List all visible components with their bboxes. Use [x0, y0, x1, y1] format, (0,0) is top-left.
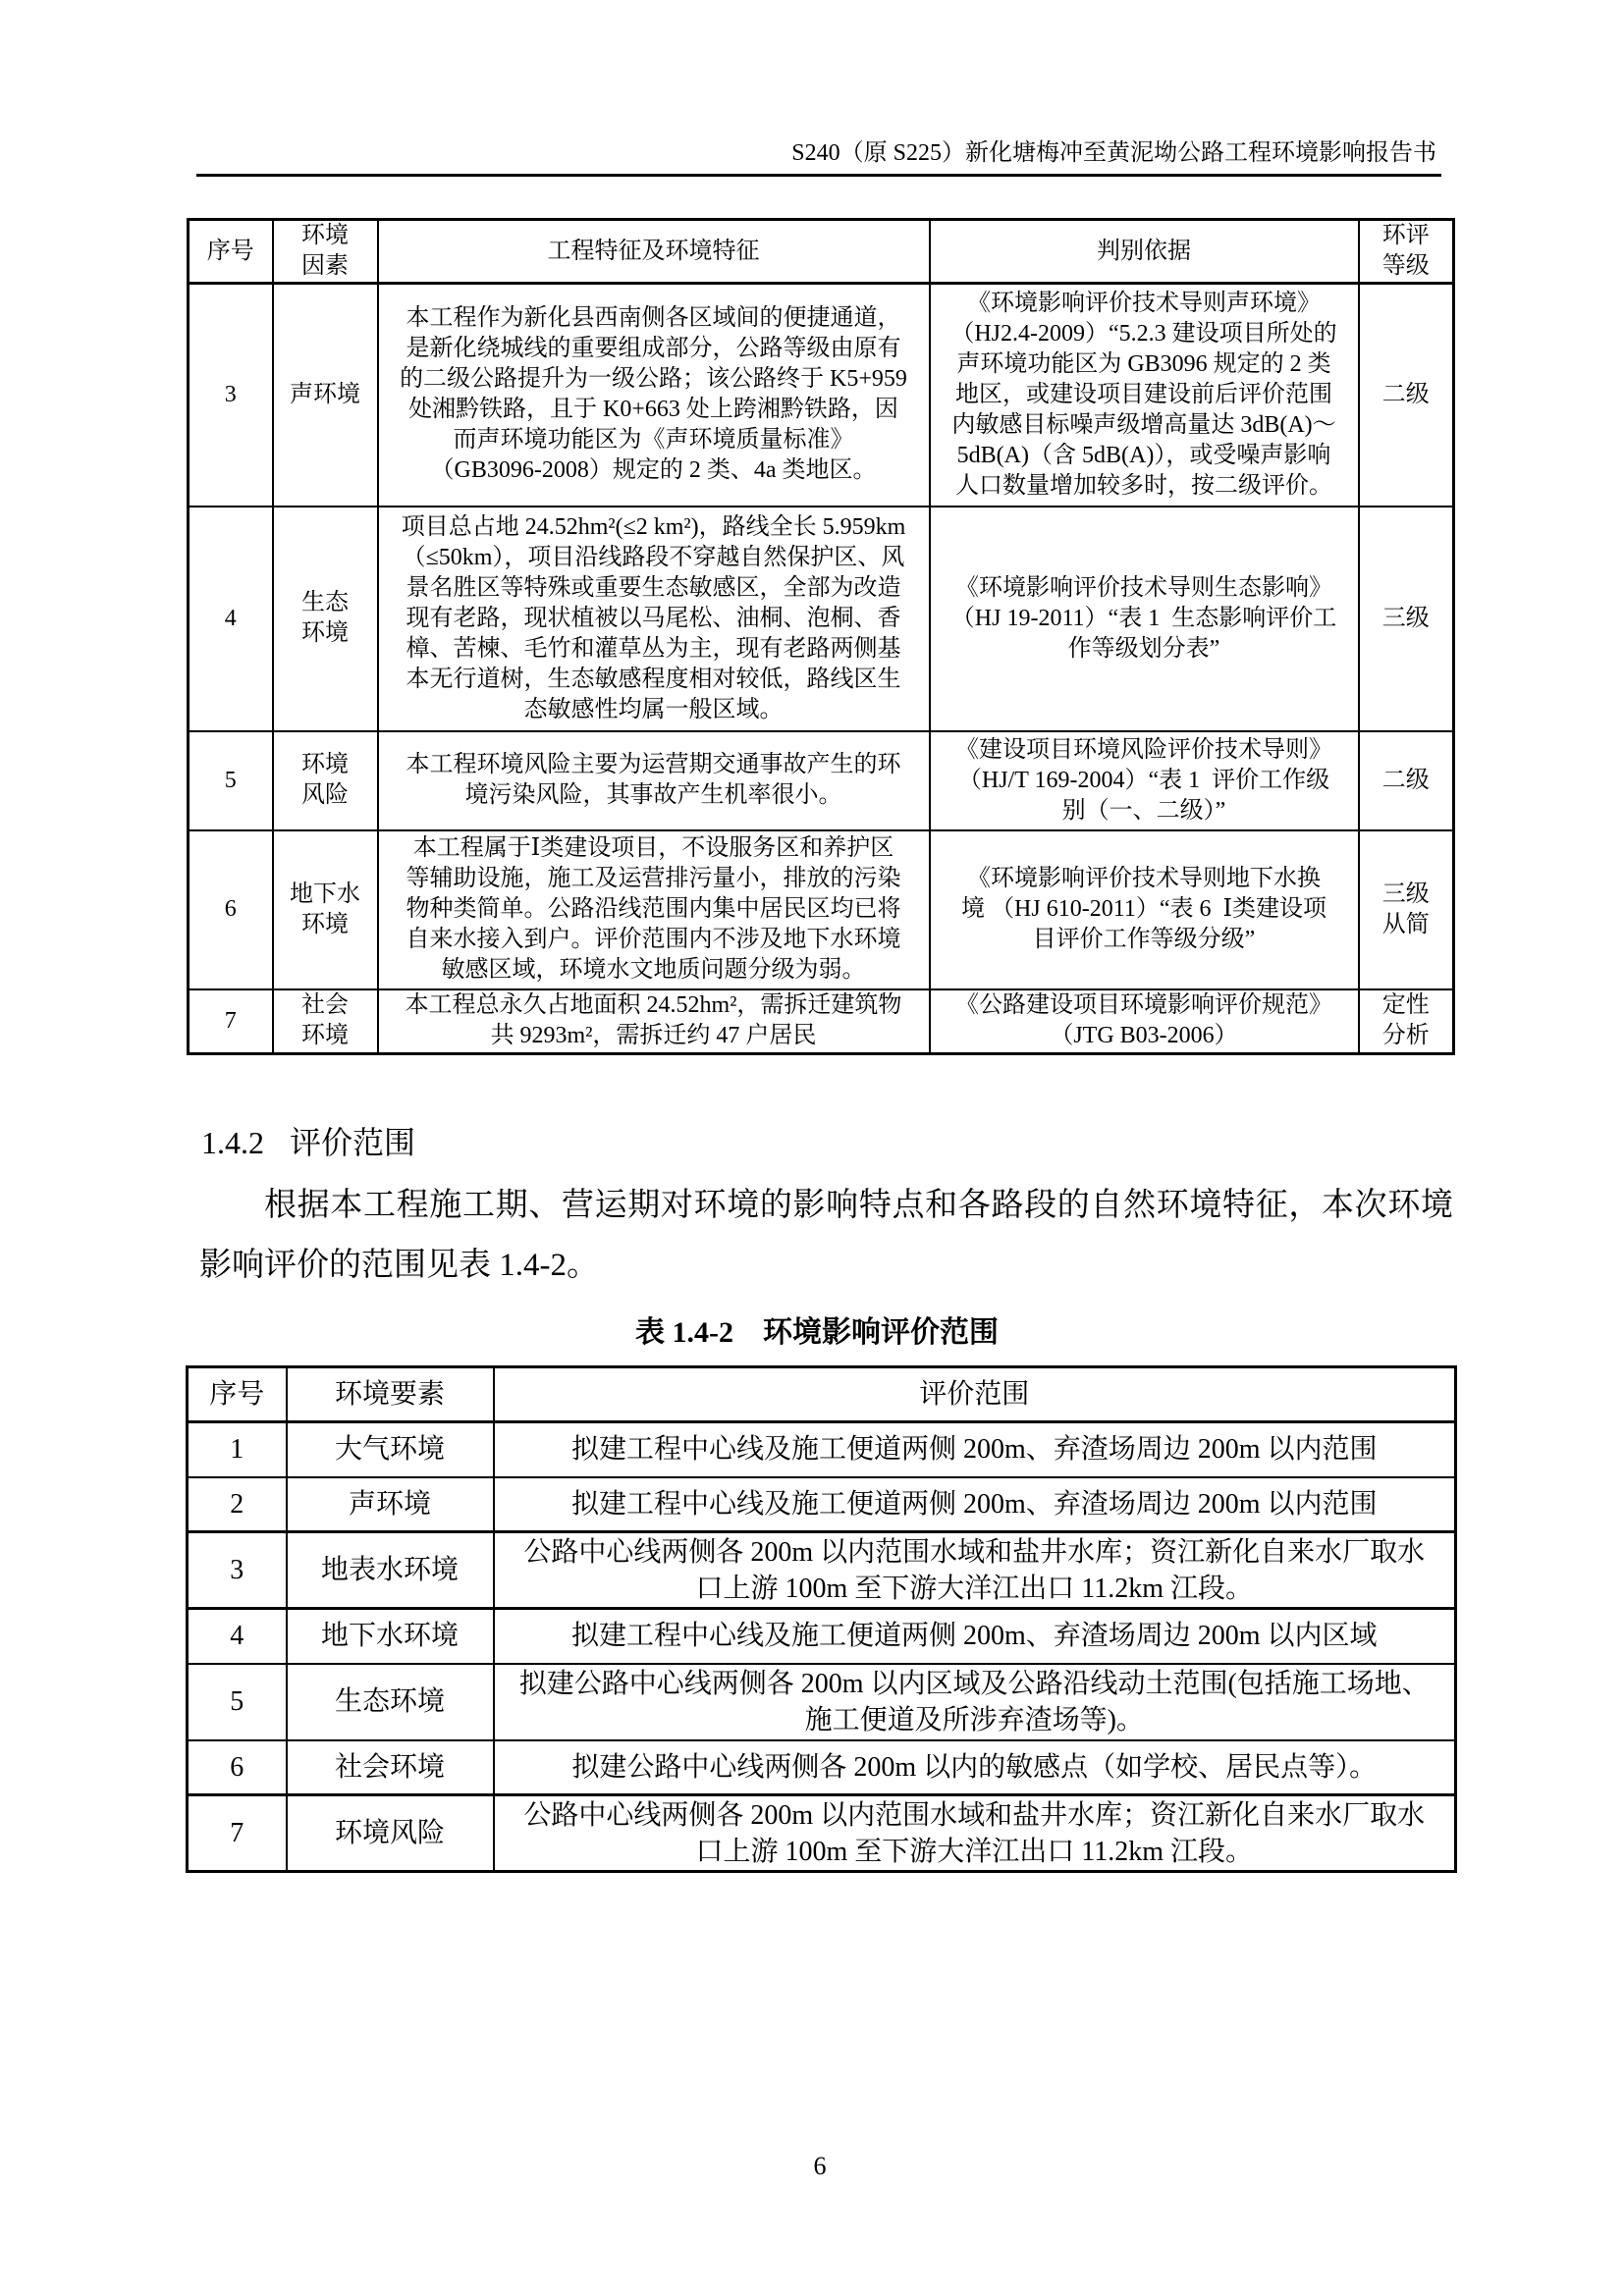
table-row: [189, 731, 1454, 830]
cell-scope: 公路中心线两侧各 200m 以内范围水域和盐井水库；资江新化自来水厂取水 口上游 100m 至下游大洋江出口 11.2km 江段。: [494, 1532, 1456, 1609]
header-factor: 环境 因素: [273, 220, 378, 284]
table-row: [188, 1609, 1456, 1664]
cell-grade: 二级: [1359, 284, 1454, 507]
cell-scope: 拟建公路中心线两侧各 200m 以内区域及公路沿线动土范围(包括施工场地、 施工便道及所涉弃渣场等)。: [494, 1664, 1456, 1740]
cell-element: 地表水环境: [287, 1532, 494, 1609]
table-row: [188, 1664, 1456, 1740]
cell-grade: 三级 从简: [1359, 830, 1454, 989]
cell-scope: 拟建工程中心线及施工便道两侧 200m、弃渣场周边 200m 以内范围: [494, 1422, 1456, 1477]
cell-grade: 定性 分析: [1359, 989, 1454, 1054]
header-no: 序号: [189, 220, 273, 284]
cell-element: 大气环境: [287, 1422, 494, 1477]
cell-no: 6: [188, 1740, 287, 1795]
cell-no: 4: [188, 1609, 287, 1664]
cell-features: 本工程环境风险主要为运营期交通事故产生的环 境污染风险，其事故产生机率很小。: [378, 731, 930, 830]
cell-features: 本工程属于Ⅰ类建设项目，不设服务区和养护区 等辅助设施，施工及运营排污量小，排放的污染 物种类简单。公路沿线范围内集中居民区均已将 自来水接入到户。评价范围内不涉及地下水环境 敏感区域，环境水文地质问题分级为弱。: [378, 830, 930, 989]
cell-element: 地下水环境: [287, 1609, 494, 1664]
section-heading: [201, 1123, 415, 1162]
table-row: [188, 1422, 1456, 1477]
table-header-row: [189, 220, 1454, 284]
cell-features: 项目总占地 24.52hm²(≤2 km²)，路线全长 5.959km （≤50km），项目沿线路段不穿越自然保护区、风 景名胜区等特殊或重要生态敏感区，全部为改造 现有老路，现状植被以马尾松、油桐、泡桐、香 樟、苦楝、毛竹和灌草丛为主，现有老路两侧基 本无行道树，生态敏感程度相对较低，路线区生 态敏感性均属一般区域。: [378, 507, 930, 731]
cell-factor: 环境 风险: [273, 731, 378, 830]
cell-factor: 生态 环境: [273, 507, 378, 731]
table-row: [188, 1795, 1456, 1872]
cell-scope: 拟建公路中心线两侧各 200m 以内的敏感点（如学校、居民点等）。: [494, 1740, 1456, 1795]
cell-no: 6: [189, 830, 273, 989]
grade-table: [187, 218, 1455, 1055]
header-basis: 判别依据: [930, 220, 1359, 284]
section-title: 评价范围: [290, 1125, 416, 1160]
header-grade: 环评 等级: [1359, 220, 1454, 284]
body-paragraph: 根据本工程施工期、营运期对环境的影响特点和各路段的自然环境特征，本次环境影响评价的范围见表 1.4-2。: [199, 1188, 1453, 1283]
cell-no: 3: [189, 284, 273, 507]
table-row: [189, 284, 1454, 507]
header-scope: 评价范围: [494, 1367, 1456, 1422]
cell-element: 生态环境: [287, 1664, 494, 1740]
cell-basis: 《建设项目环境风险评价技术导则》 （HJ/T 169-2004）“表 1 评价工作级 别（一、二级）”: [930, 731, 1359, 830]
cell-scope: 公路中心线两侧各 200m 以内范围水域和盐井水库；资江新化自来水厂取水 口上游 100m 至下游大洋江出口 11.2km 江段。: [494, 1795, 1456, 1872]
table-row: [188, 1740, 1456, 1795]
cell-basis: 《公路建设项目环境影响评价规范》 （JTG B03-2006）: [930, 989, 1359, 1054]
header-element: 环境要素: [287, 1367, 494, 1422]
cell-no: 5: [188, 1664, 287, 1740]
header-rule: [196, 174, 1441, 177]
cell-factor: 社会 环境: [273, 989, 378, 1054]
scope-table: [186, 1365, 1457, 1873]
table-caption-title: 环境影响评价范围: [763, 1316, 999, 1349]
header-no: 序号: [188, 1367, 287, 1422]
cell-factor: 声环境: [273, 284, 378, 507]
cell-grade: 三级: [1359, 507, 1454, 731]
cell-element: 社会环境: [287, 1740, 494, 1795]
cell-element: 声环境: [287, 1477, 494, 1532]
cell-no: 4: [189, 507, 273, 731]
cell-basis: 《环境影响评价技术导则生态影响》 （HJ 19-2011）“表 1 生态影响评价工 作等级划分表”: [930, 507, 1359, 731]
table-caption-label: 表 1.4-2: [635, 1316, 733, 1349]
cell-scope: 拟建工程中心线及施工便道两侧 200m、弃渣场周边 200m 以内区域: [494, 1609, 1456, 1664]
table-header-row: [188, 1367, 1456, 1422]
cell-no: 1: [188, 1422, 287, 1477]
cell-features: 本工程总永久占地面积 24.52hm²，需拆迁建筑物 共 9293m²，需拆迁约 47 户居民: [378, 989, 930, 1054]
table-caption: [0, 1313, 1624, 1353]
cell-no: 2: [188, 1477, 287, 1532]
cell-factor: 地下水 环境: [273, 830, 378, 989]
table-row: [189, 507, 1454, 731]
cell-scope: 拟建工程中心线及施工便道两侧 200m、弃渣场周边 200m 以内范围: [494, 1477, 1456, 1532]
table-row: [188, 1477, 1456, 1532]
table-row: [188, 1532, 1456, 1609]
cell-grade: 二级: [1359, 731, 1454, 830]
table-row: [189, 830, 1454, 989]
cell-basis: 《环境影响评价技术导则声环境》 （HJ2.4-2009）“5.2.3 建设项目所处的 声环境功能区为 GB3096 规定的 2 类 地区，或建设项目建设前后评价范围 内敏感目标噪声级增高量达 3dB(A)～ 5dB(A)（含 5dB(A)），或受噪声影响 人口数量增加较多时，按二级评价。: [930, 284, 1359, 507]
cell-no: 7: [188, 1795, 287, 1872]
cell-features: 本工程作为新化县西南侧各区域间的便捷通道， 是新化绕城线的重要组成部分，公路等级由原有 的二级公路提升为一级公路；该公路终于 K5+959 处湘黔铁路，且于 K0+663 处上跨湘黔铁路，因 而声环境功能区为《声环境质量标准》 （GB3096-2008）规定的 2 类、4a 类地区。: [378, 284, 930, 507]
cell-basis: 《环境影响评价技术导则地下水换 境 （HJ 610-2011）“表 6 Ⅰ类建设项 目评价工作等级分级”: [930, 830, 1359, 989]
section-number: 1.4.2: [201, 1125, 264, 1160]
cell-element: 环境风险: [287, 1795, 494, 1872]
header-features: 工程特征及环境特征: [378, 220, 930, 284]
page-number: 6: [813, 2152, 827, 2180]
cell-no: 5: [189, 731, 273, 830]
cell-no: 3: [188, 1532, 287, 1609]
running-header-title: S240（原 S225）新化塘梅冲至黄泥坳公路工程环境影响报告书: [791, 140, 1436, 166]
table-row: [189, 989, 1454, 1054]
cell-no: 7: [189, 989, 273, 1054]
